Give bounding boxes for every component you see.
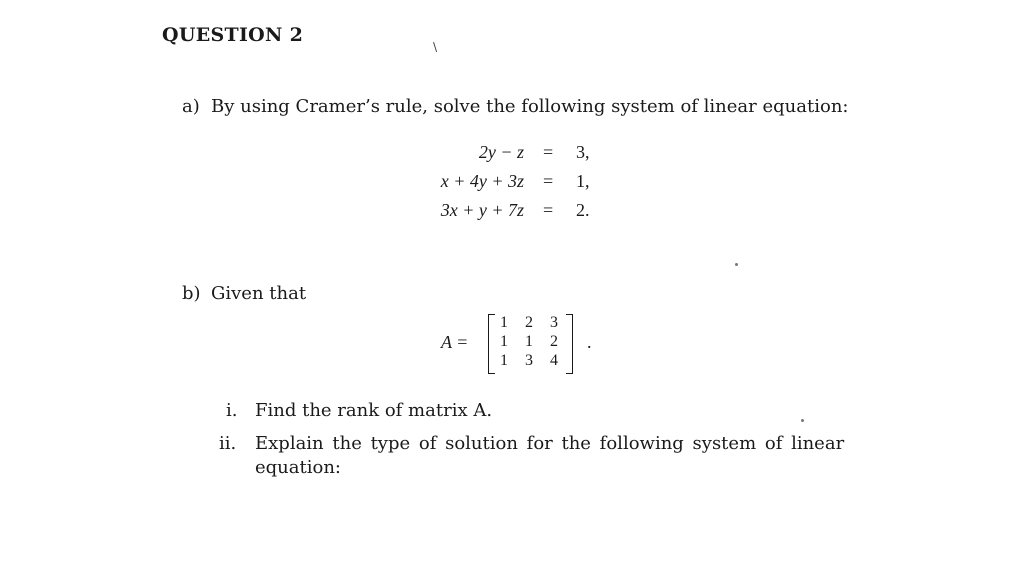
matrix-cell: 1	[500, 333, 508, 350]
equation-1-rhs: 3,	[576, 142, 590, 162]
part-a-text: By using Cramer’s rule, solve the following system of linear equation:	[211, 96, 849, 117]
subpart-ii-text-line2: equation:	[255, 457, 341, 478]
matrix-right-bracket	[566, 314, 573, 374]
matrix-trailing-period: .	[587, 332, 592, 352]
matrix-cell: 2	[525, 314, 533, 331]
equation-3-lhs: 3x + y + 7z	[440, 200, 524, 220]
matrix-cell: 1	[500, 352, 508, 369]
subpart-ii-text-line1: Explain the type of solution for the following system of linear	[255, 433, 845, 454]
equation-2-lhs: x + 4y + 3z	[440, 171, 524, 191]
equation-3-rhs: 2.	[576, 200, 590, 220]
matrix-a-label: A =	[441, 332, 469, 352]
equation-1-lhs: 2y − z	[478, 142, 524, 162]
equation-2-rhs: 1,	[576, 171, 590, 191]
equation-1-equals: =	[543, 142, 554, 162]
matrix-cell: 3	[525, 352, 533, 369]
stray-dot	[801, 419, 804, 422]
part-a-label: a)	[182, 96, 200, 117]
part-b-text: Given that	[211, 283, 307, 304]
stray-dot	[735, 263, 738, 266]
matrix-cell: 3	[550, 314, 558, 331]
question-heading: QUESTION 2	[162, 24, 304, 46]
stray-pen-mark: /	[429, 40, 441, 54]
matrix-cell: 4	[550, 352, 558, 369]
matrix-cell: 2	[550, 333, 558, 350]
subpart-i-text: Find the rank of matrix A.	[255, 400, 493, 421]
subpart-ii-label: ii.	[219, 433, 237, 454]
matrix-cell: 1	[500, 314, 508, 331]
part-b-label: b)	[182, 283, 201, 304]
matrix-left-bracket	[488, 314, 495, 374]
subpart-i-label: i.	[226, 400, 238, 421]
matrix-cell: 1	[525, 333, 533, 350]
equation-3-equals: =	[543, 200, 554, 220]
equation-2-equals: =	[543, 171, 554, 191]
